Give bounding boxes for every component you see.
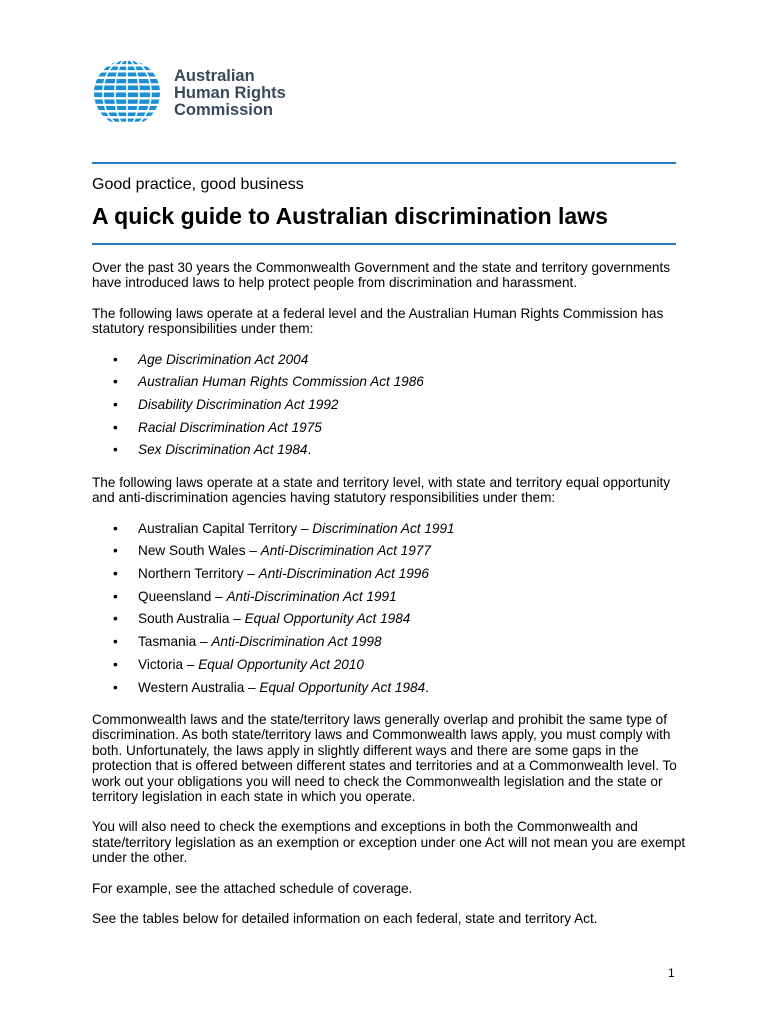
page-subtitle: Good practice, good business xyxy=(92,176,304,193)
commission-logo xyxy=(92,58,286,128)
example-paragraph: For example, see the attached schedule of coverage. xyxy=(92,880,413,896)
state-name: Northern Territory xyxy=(138,566,244,582)
act-name: Equal Opportunity Act 1984 xyxy=(244,611,411,627)
act-name: Age Discrimination Act 2004 xyxy=(138,351,309,367)
title-divider xyxy=(92,243,676,245)
dash-separator: – xyxy=(211,588,227,604)
dash-separator: – xyxy=(183,656,199,672)
bullet-icon: • xyxy=(113,374,118,390)
bullet-icon: • xyxy=(113,588,118,604)
act-name: Sex Discrimination Act 1984 xyxy=(138,442,308,458)
list-item xyxy=(92,352,692,367)
bullet-icon: • xyxy=(113,442,118,458)
act-name: Anti-Discrimination Act 1998 xyxy=(211,634,382,650)
federal-acts-list xyxy=(92,352,692,458)
document-body xyxy=(92,260,692,941)
intro-paragraph: Over the past 30 years the Commonwealth Government and the state and territory governments have introduced laws to help protect people from discrimination and harassment. xyxy=(92,260,671,291)
bullet-icon: • xyxy=(113,543,118,559)
list-end-period: . xyxy=(307,442,312,458)
act-name: Equal Opportunity Act 2010 xyxy=(198,656,364,672)
logo-line-1: Australian xyxy=(174,66,255,85)
act-name: Disability Discrimination Act 1992 xyxy=(138,397,339,413)
list-item xyxy=(92,420,692,435)
bullet-icon: • xyxy=(113,351,118,367)
state-name: Victoria xyxy=(138,656,184,672)
dash-separator: – xyxy=(245,543,261,559)
page-title: A quick guide to Australian discrimination laws xyxy=(92,203,608,229)
list-item xyxy=(92,589,692,604)
state-name: Queensland xyxy=(138,588,212,604)
bullet-icon: • xyxy=(113,520,118,536)
overlap-paragraph: Commonwealth laws and the state/territory laws generally overlap and prohibit the same type of discrimination. As both state/territory laws and Commonwealth laws apply, you must comply with both. Unfortunately, the laws apply in slightly different ways and there are some gaps in the protection that is offered between different states and territories and at a Commonwealth level. To work out your obligations you will need to check the Commonwealth legislation and the state or territory legislation in each state in which you operate. xyxy=(92,711,677,805)
logo-wordmark xyxy=(174,68,286,119)
act-name: Anti-Discrimination Act 1991 xyxy=(226,588,397,604)
dash-separator: – xyxy=(243,566,259,582)
dash-separator: – xyxy=(297,520,313,536)
list-item xyxy=(92,611,692,626)
bullet-icon: • xyxy=(113,419,118,435)
state-name: New South Wales xyxy=(138,543,246,559)
bullet-icon: • xyxy=(113,566,118,582)
dash-separator: – xyxy=(196,634,212,650)
logo-line-3: Commission xyxy=(174,100,274,119)
list-item xyxy=(92,521,692,536)
act-name: Anti-Discrimination Act 1996 xyxy=(258,566,429,582)
state-name: Australian Capital Territory xyxy=(138,520,298,536)
page-number: 1 xyxy=(668,966,675,980)
act-name: Racial Discrimination Act 1975 xyxy=(138,419,322,435)
bullet-icon: • xyxy=(113,634,118,650)
list-item xyxy=(92,657,692,672)
top-divider xyxy=(92,162,676,164)
list-item xyxy=(92,543,692,558)
bullet-icon: • xyxy=(113,397,118,413)
state-intro-paragraph: The following laws operate at a state and territory level, with state and territory equal opportunity and anti-discrimination agencies having statutory responsibilities under them: xyxy=(92,474,671,506)
bullet-icon: • xyxy=(113,611,118,627)
dash-separator: – xyxy=(244,679,260,695)
list-item xyxy=(92,442,692,457)
state-name: Western Australia xyxy=(138,679,245,695)
dash-separator: – xyxy=(229,611,245,627)
globe-icon xyxy=(92,58,162,128)
state-name: Tasmania xyxy=(138,634,197,650)
list-item xyxy=(92,374,692,389)
state-acts-list xyxy=(92,521,692,695)
bullet-icon: • xyxy=(113,656,118,672)
state-name: South Australia xyxy=(138,611,230,627)
bullet-icon: • xyxy=(113,679,118,695)
act-name: Anti-Discrimination Act 1977 xyxy=(260,543,431,559)
federal-intro-paragraph: The following laws operate at a federal level and the Australian Human Rights Commission has statutory responsibilities under them: xyxy=(92,305,664,337)
list-item xyxy=(92,397,692,412)
logo-line-2: Human Rights xyxy=(174,83,286,102)
list-end-period: . xyxy=(425,679,429,695)
list-item xyxy=(92,634,692,649)
list-item xyxy=(92,680,692,695)
act-name: Discrimination Act 1991 xyxy=(312,520,455,536)
list-item xyxy=(92,566,692,581)
act-name: Australian Human Rights Commission Act 1986 xyxy=(138,374,424,390)
act-name: Equal Opportunity Act 1984 xyxy=(259,679,426,695)
exemptions-paragraph: You will also need to check the exemptions and exceptions in both the Commonwealth and state/territory legislation as an exemption or exception under one Act will not mean you are exempt under the other. xyxy=(92,819,686,866)
tables-paragraph: See the tables below for detailed information on each federal, state and territory Act. xyxy=(92,911,598,927)
